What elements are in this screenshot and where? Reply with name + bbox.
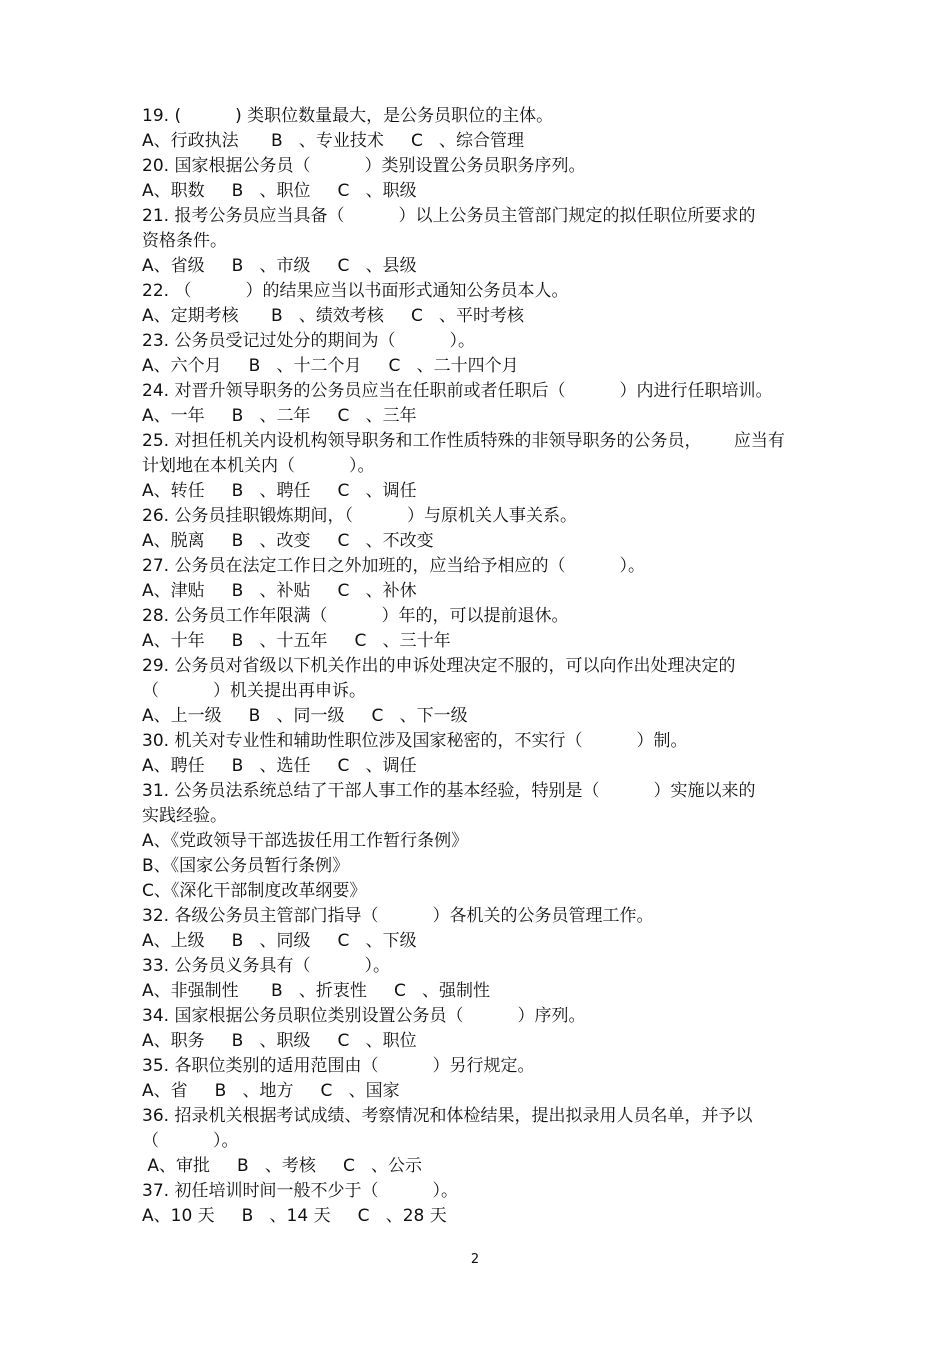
document-body [142, 104, 832, 1229]
text-line: 资格条件。 [142, 231, 227, 251]
text-line: A、审批 B 、考核 C 、公示 [142, 1156, 423, 1176]
text-line: 37. 初任培训时间一般不少于（ ）。 [142, 1181, 458, 1201]
text-line: A、六个月 B 、十二个月 C 、二十四个月 [142, 356, 519, 376]
page-number: 2 [470, 1252, 480, 1267]
text-line: （ ）。 [142, 1131, 239, 1151]
text-line: 26. 公务员挂职锻炼期间，（ ）与原机关人事关系。 [142, 506, 577, 526]
text-line: A、上一级 B 、同一级 C 、下一级 [142, 706, 468, 726]
text-line: A、上级 B 、同级 C 、下级 [142, 931, 417, 951]
text-line: 23. 公务员受记过处分的期间为（ ）。 [142, 331, 475, 351]
text-line: 35. 各职位类别的适用范围由（ ）另行规定。 [142, 1056, 535, 1076]
text-line: 36. 招录机关根据考试成绩、考察情况和体检结果，提出拟录用人员名单，并予以 [142, 1106, 753, 1126]
text-line: A、一年 B 、二年 C 、三年 [142, 406, 417, 426]
text-line: A、职数 B 、职位 C 、职级 [142, 181, 417, 201]
text-line: C、《深化干部制度改革纲要》 [142, 881, 367, 901]
text-line: 25. 对担任机关内设机构领导职务和工作性质特殊的非领导职务的公务员， 应当有 [142, 431, 785, 451]
text-line: 29. 公务员对省级以下机关作出的申诉处理决定不服的，可以向作出处理决定的 [142, 656, 736, 676]
text-line: 24. 对晋升领导职务的公务员应当在任职前或者任职后（ ）内进行任职培训。 [142, 381, 773, 401]
text-line: 33. 公务员义务具有（ ）。 [142, 956, 390, 976]
text-line: 27. 公务员在法定工作日之外加班的，应当给予相应的（ ）。 [142, 556, 645, 576]
text-line: 实践经验。 [142, 806, 227, 826]
text-line: A、10 天 B 、14 天 C 、28 天 [142, 1206, 447, 1226]
text-line: A、省 B 、地方 C 、国家 [142, 1081, 400, 1101]
text-line: A、定期考核 B 、绩效考核 C 、平时考核 [142, 306, 525, 326]
text-line: A、《党政领导干部选拔任用工作暂行条例》 [142, 831, 469, 851]
text-line: A、非强制性 B 、折衷性 C 、强制性 [142, 981, 491, 1001]
text-line: 19. ( ) 类职位数量最大，是公务员职位的主体。 [142, 106, 554, 126]
text-line: A、转任 B 、聘任 C 、调任 [142, 481, 417, 501]
text-line: A、聘任 B 、选任 C 、调任 [142, 756, 417, 776]
text-line: 计划地在本机关内（ ）。 [142, 456, 375, 476]
text-line: 20. 国家根据公务员（ ）类别设置公务员职务序列。 [142, 156, 586, 176]
text-line: A、行政执法 B 、专业技术 C 、综合管理 [142, 131, 525, 151]
text-line: 34. 国家根据公务员职位类别设置公务员（ ）序列。 [142, 1006, 586, 1026]
text-line: 31. 公务员法系统总结了干部人事工作的基本经验，特别是（ ）实施以来的 [142, 781, 756, 801]
text-line: A、省级 B 、市级 C 、县级 [142, 256, 417, 276]
text-line: 28. 公务员工作年限满（ ）年的，可以提前退休。 [142, 606, 569, 626]
text-line: A、职务 B 、职级 C 、职位 [142, 1031, 417, 1051]
text-line: （ ）机关提出再申诉。 [142, 681, 367, 701]
text-line: 21. 报考公务员应当具备（ ）以上公务员主管部门规定的拟任职位所要求的 [142, 206, 756, 226]
text-line: A、脱离 B 、改变 C 、不改变 [142, 531, 434, 551]
text-line: A、十年 B 、十五年 C 、三十年 [142, 631, 451, 651]
text-line: 30. 机关对专业性和辅助性职位涉及国家秘密的，不实行（ ）制。 [142, 731, 688, 751]
text-line: 22. （ ）的结果应当以书面形式通知公务员本人。 [142, 281, 569, 301]
text-line: B、《国家公务员暂行条例》 [142, 856, 350, 876]
text-line: 32. 各级公务员主管部门指导（ ）各机关的公务员管理工作。 [142, 906, 654, 926]
text-line: A、津贴 B 、补贴 C 、补休 [142, 581, 417, 601]
